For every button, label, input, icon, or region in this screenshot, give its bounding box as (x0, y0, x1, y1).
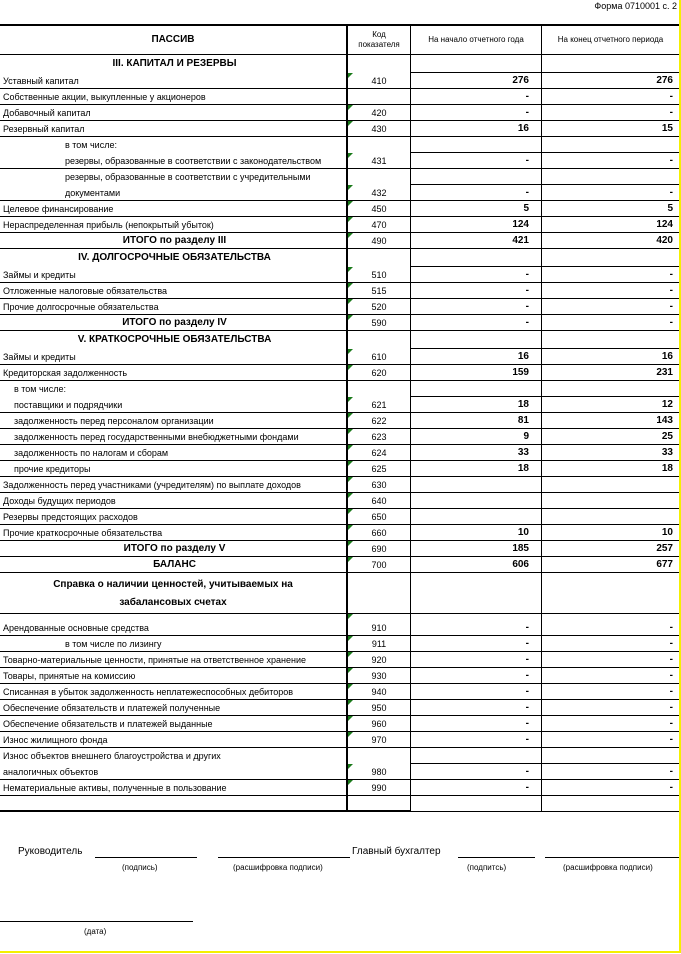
value-start[interactable]: - (411, 153, 542, 169)
signature-caption: (подпись) (122, 863, 158, 872)
table-row (0, 381, 680, 397)
value-end[interactable] (542, 748, 680, 764)
value-end[interactable] (542, 493, 680, 509)
header-liabilities: ПАССИВ (0, 26, 348, 54)
row-label: Износ объектов внешнего благоустройства и других (0, 748, 348, 764)
value-end[interactable]: 16 (542, 349, 680, 365)
value-start[interactable] (411, 249, 542, 267)
signature-caption-2: (подпитсь) (467, 863, 507, 872)
decode-caption: (расшифровка подписи) (233, 863, 323, 872)
value-end[interactable] (542, 169, 680, 185)
value-start[interactable] (411, 331, 542, 349)
value-end[interactable] (542, 509, 680, 525)
row-code: 590 (348, 315, 411, 331)
row-code: 990 (348, 780, 411, 796)
table-row (0, 748, 680, 764)
table-row (0, 73, 680, 89)
value-start[interactable] (411, 748, 542, 764)
row-code (348, 249, 411, 267)
header-code: Код показателя (348, 26, 411, 54)
row-code: 470 (348, 217, 411, 233)
value-end[interactable]: - (542, 315, 680, 331)
table-row (0, 413, 680, 429)
value-end[interactable]: 677 (542, 557, 680, 573)
table-row (0, 700, 680, 716)
value-end[interactable]: 276 (542, 73, 680, 89)
row-code: 410 (348, 73, 411, 89)
value-start[interactable]: - (411, 315, 542, 331)
row-label (0, 796, 348, 812)
date-line[interactable] (0, 921, 193, 922)
table-row (0, 429, 680, 445)
value-end[interactable]: 18 (542, 461, 680, 477)
row-label: БАЛАНС (0, 557, 348, 573)
row-label: Доходы будущих периодов (0, 493, 348, 509)
value-end[interactable]: - (542, 732, 680, 748)
row-label: Займы и кредиты (0, 267, 348, 283)
row-label: Резервы предстоящих расходов (0, 509, 348, 525)
value-start[interactable] (411, 169, 542, 185)
section-heading (0, 55, 680, 73)
value-start[interactable]: 185 (411, 541, 542, 557)
page-boundary-bottom (0, 951, 681, 953)
row-label: Задолженность перед участниками (учредителям) по выплате доходов (0, 477, 348, 493)
value-start[interactable]: - (411, 89, 542, 105)
table-row (0, 636, 680, 652)
table-row (0, 780, 680, 796)
table-row (0, 684, 680, 700)
table-row (0, 121, 680, 137)
row-label: документами (0, 185, 348, 201)
row-code (348, 796, 411, 812)
value-start[interactable]: 18 (411, 461, 542, 477)
value-end[interactable]: 12 (542, 397, 680, 413)
value-end[interactable]: - (542, 668, 680, 684)
row-code: 610 (348, 349, 411, 365)
row-label: IV. ДОЛГОСРОЧНЫЕ ОБЯЗАТЕЛЬСТВА (0, 249, 348, 267)
row-code (348, 137, 411, 153)
table-row (0, 614, 680, 636)
row-label: Обеспечение обязательств и платежей выданные (0, 716, 348, 732)
header-start: На начало отчетного года (411, 26, 542, 54)
head-signature-line[interactable] (95, 857, 197, 858)
row-code: 490 (348, 233, 411, 249)
value-start[interactable]: - (411, 700, 542, 716)
row-label: Займы и кредиты (0, 349, 348, 365)
head-decode-line[interactable] (218, 857, 350, 858)
value-start[interactable]: - (411, 636, 542, 652)
row-code: 621 (348, 397, 411, 413)
value-start[interactable]: - (411, 684, 542, 700)
value-end[interactable]: - (542, 764, 680, 780)
row-code: 980 (348, 764, 411, 780)
row-label: в том числе по лизингу (0, 636, 348, 652)
form-number: Форма 0710001 с. 2 (594, 1, 677, 11)
row-code: 920 (348, 652, 411, 668)
row-code: 520 (348, 299, 411, 315)
value-start[interactable] (411, 381, 542, 397)
value-end[interactable]: 25 (542, 429, 680, 445)
value-start[interactable] (411, 137, 542, 153)
row-label: Износ жилищного фонда (0, 732, 348, 748)
value-start[interactable]: - (411, 105, 542, 121)
value-end[interactable] (542, 55, 680, 73)
value-end[interactable]: 420 (542, 233, 680, 249)
table-row (0, 652, 680, 668)
row-code: 640 (348, 493, 411, 509)
row-label: Добавочный капитал (0, 105, 348, 121)
total-row (0, 557, 680, 573)
section-heading (0, 331, 680, 349)
table-row (0, 461, 680, 477)
row-label: поставщики и подрядчики (0, 397, 348, 413)
row-code: 650 (348, 509, 411, 525)
row-label: Товары, принятые на комиссию (0, 668, 348, 684)
value-end[interactable]: - (542, 185, 680, 201)
row-code: 432 (348, 185, 411, 201)
row-code: 430 (348, 121, 411, 137)
table-row (0, 796, 680, 812)
row-label: задолженность по налогам и сборам (0, 445, 348, 461)
value-start[interactable]: - (411, 716, 542, 732)
head-label: Руководитель (18, 846, 83, 857)
row-code (348, 331, 411, 349)
value-start[interactable]: 606 (411, 557, 542, 573)
value-start[interactable] (411, 509, 542, 525)
value-start[interactable]: 159 (411, 365, 542, 381)
table-row (0, 267, 680, 283)
table-row (0, 137, 680, 153)
row-label: в том числе: (0, 381, 348, 397)
row-label: Списанная в убыток задолженность неплатежеспособных дебиторов (0, 684, 348, 700)
row-label: резервы, образованные в соответствии с учредительными (0, 169, 348, 185)
value-start[interactable]: 18 (411, 397, 542, 413)
value-end[interactable] (542, 249, 680, 267)
value-start[interactable] (411, 796, 542, 812)
header-end: На конец отчетного периода (542, 26, 680, 54)
value-start[interactable]: 10 (411, 525, 542, 541)
row-code: 660 (348, 525, 411, 541)
value-end[interactable]: - (542, 105, 680, 121)
value-end[interactable] (542, 573, 680, 614)
value-start[interactable] (411, 573, 542, 614)
value-end[interactable]: - (542, 780, 680, 796)
value-end[interactable]: - (542, 283, 680, 299)
table-row (0, 716, 680, 732)
row-code: 950 (348, 700, 411, 716)
value-end[interactable]: - (542, 652, 680, 668)
row-code: 911 (348, 636, 411, 652)
row-code: 515 (348, 283, 411, 299)
row-code (348, 169, 411, 185)
value-end[interactable]: 124 (542, 217, 680, 233)
row-label: Отложенные налоговые обязательства (0, 283, 348, 299)
row-label: аналогичных объектов (0, 764, 348, 780)
row-label: Товарно-материальные ценности, принятые на ответственное хранение (0, 652, 348, 668)
value-start[interactable]: - (411, 652, 542, 668)
row-label: Нераспределенная прибыль (непокрытый убыток) (0, 217, 348, 233)
value-start[interactable]: 421 (411, 233, 542, 249)
row-label: Справка о наличии ценностей, учитываемых на забалансовых счетах (0, 573, 348, 614)
value-end[interactable]: - (542, 299, 680, 315)
row-code (348, 573, 411, 614)
value-start[interactable]: - (411, 764, 542, 780)
row-code: 510 (348, 267, 411, 283)
row-code (348, 55, 411, 73)
value-start[interactable]: 33 (411, 445, 542, 461)
row-label: задолженность перед государственными внебюджетными фондами (0, 429, 348, 445)
table-row (0, 299, 680, 315)
value-start[interactable]: - (411, 299, 542, 315)
row-label: III. КАПИТАЛ И РЕЗЕРВЫ (0, 55, 348, 73)
value-end[interactable]: 143 (542, 413, 680, 429)
row-code: 700 (348, 557, 411, 573)
row-code: 420 (348, 105, 411, 121)
row-code: 970 (348, 732, 411, 748)
value-end[interactable]: 33 (542, 445, 680, 461)
value-start[interactable]: - (411, 283, 542, 299)
chief-accountant-label: Главный бухгалтер (352, 846, 441, 857)
row-label: Целевое финансирование (0, 201, 348, 217)
accountant-signature-line[interactable] (458, 857, 535, 858)
value-start[interactable]: 81 (411, 413, 542, 429)
row-code: 910 (348, 614, 411, 636)
row-label: Прочие краткосрочные обязательства (0, 525, 348, 541)
table-row (0, 105, 680, 121)
table-row (0, 764, 680, 780)
row-label: Резервный капитал (0, 121, 348, 137)
table-header (0, 26, 680, 55)
value-end[interactable]: 10 (542, 525, 680, 541)
value-end[interactable]: - (542, 716, 680, 732)
table-row (0, 509, 680, 525)
table-row (0, 493, 680, 509)
row-label: прочие кредиторы (0, 461, 348, 477)
value-end[interactable]: - (542, 636, 680, 652)
value-end[interactable]: - (542, 614, 680, 636)
value-end[interactable]: - (542, 700, 680, 716)
value-start[interactable]: - (411, 732, 542, 748)
value-end[interactable]: 257 (542, 541, 680, 557)
row-label: Нематериальные активы, полученные в пользование (0, 780, 348, 796)
total-row (0, 233, 680, 249)
date-caption: (дата) (84, 927, 107, 936)
section-heading (0, 249, 680, 267)
accountant-decode-line[interactable] (545, 857, 680, 858)
row-code (348, 748, 411, 764)
value-start[interactable]: 9 (411, 429, 542, 445)
value-start[interactable]: 276 (411, 73, 542, 89)
row-code: 690 (348, 541, 411, 557)
value-end[interactable]: - (542, 89, 680, 105)
decode-caption-2: (расшифровка подписи) (563, 863, 653, 872)
row-label: Уставный капитал (0, 73, 348, 89)
row-code: 630 (348, 477, 411, 493)
row-label: Кредиторская задолженность (0, 365, 348, 381)
value-end[interactable] (542, 477, 680, 493)
table-row (0, 283, 680, 299)
row-code: 960 (348, 716, 411, 732)
value-end[interactable]: 231 (542, 365, 680, 381)
table-row (0, 732, 680, 748)
row-label: Арендованные основные средства (0, 614, 348, 636)
row-code: 450 (348, 201, 411, 217)
row-label: ИТОГО по разделу V (0, 541, 348, 557)
row-label: Собственные акции, выкупленные у акционеров (0, 89, 348, 105)
row-code: 622 (348, 413, 411, 429)
table-row (0, 573, 680, 614)
table-row (0, 397, 680, 413)
row-code: 431 (348, 153, 411, 169)
total-row (0, 315, 680, 331)
value-end[interactable] (542, 137, 680, 153)
table-row (0, 89, 680, 105)
row-code: 930 (348, 668, 411, 684)
value-end[interactable]: - (542, 153, 680, 169)
row-code (348, 89, 411, 105)
value-start[interactable]: - (411, 267, 542, 283)
row-label: резервы, образованные в соответствии с законодательством (0, 153, 348, 169)
row-code: 940 (348, 684, 411, 700)
table-row (0, 201, 680, 217)
table-row (0, 365, 680, 381)
row-code: 624 (348, 445, 411, 461)
value-end[interactable]: 15 (542, 121, 680, 137)
row-code: 620 (348, 365, 411, 381)
table-row (0, 477, 680, 493)
table-row (0, 349, 680, 365)
value-start[interactable]: 124 (411, 217, 542, 233)
table-row (0, 445, 680, 461)
row-label: в том числе: (0, 137, 348, 153)
row-code: 625 (348, 461, 411, 477)
value-start[interactable]: - (411, 614, 542, 636)
value-end[interactable] (542, 796, 680, 812)
value-start[interactable]: - (411, 668, 542, 684)
table-row (0, 169, 680, 185)
row-code: 623 (348, 429, 411, 445)
table-row (0, 525, 680, 541)
value-end[interactable]: - (542, 267, 680, 283)
value-start[interactable] (411, 493, 542, 509)
table-row (0, 185, 680, 201)
value-end[interactable]: 5 (542, 201, 680, 217)
table-row (0, 668, 680, 684)
value-end[interactable] (542, 331, 680, 349)
row-label: ИТОГО по разделу III (0, 233, 348, 249)
value-end[interactable] (542, 381, 680, 397)
table-row (0, 153, 680, 169)
value-start[interactable] (411, 477, 542, 493)
total-row (0, 541, 680, 557)
table-row (0, 217, 680, 233)
value-start[interactable]: 16 (411, 349, 542, 365)
value-start[interactable]: 5 (411, 201, 542, 217)
value-start[interactable]: - (411, 185, 542, 201)
row-label: задолженность перед персоналом организации (0, 413, 348, 429)
row-label: Обеспечение обязательств и платежей полученные (0, 700, 348, 716)
value-start[interactable] (411, 55, 542, 73)
row-label: Прочие долгосрочные обязательства (0, 299, 348, 315)
liabilities-table (0, 24, 680, 812)
value-start[interactable]: - (411, 780, 542, 796)
value-start[interactable]: 16 (411, 121, 542, 137)
row-label: V. КРАТКОСРОЧНЫЕ ОБЯЗАТЕЛЬСТВА (0, 331, 348, 349)
row-label: ИТОГО по разделу IV (0, 315, 348, 331)
value-end[interactable]: - (542, 684, 680, 700)
row-code (348, 381, 411, 397)
